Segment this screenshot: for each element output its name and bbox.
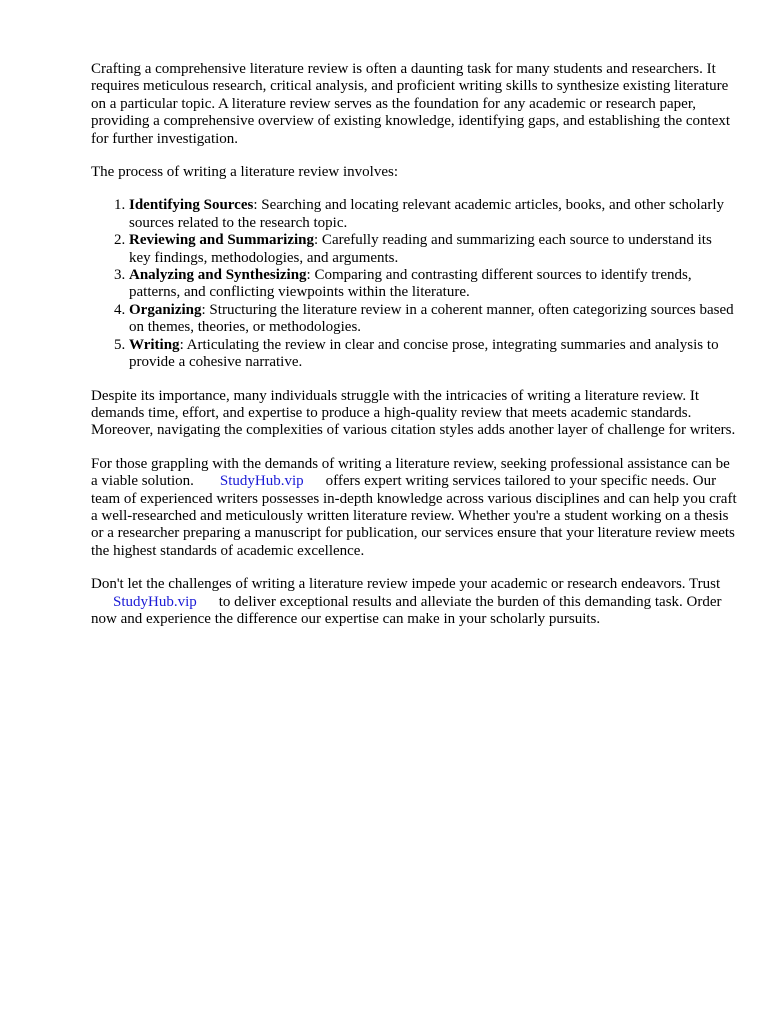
step-term: Organizing <box>129 301 202 318</box>
step-text: : Searching and locating relevant academic articles, books, and other scholarly sources related to the research topic. <box>129 197 724 231</box>
closing-text-after: to deliver exceptional results and alleviate the burden of this demanding task. Order now and experience the difference our expertise can make in your scholarly pursuits. <box>91 593 722 627</box>
assist-text-after: offers expert writing services tailored to your specific needs. Our team of experienced writers possesses in-depth knowledge across various disciplines and can help you craft a well-researched and meticulously written literature review. Whether you're a student working on a thesis or a researcher preparing a manuscript for publication, our services ensure that your literature review meets the highest standards of academic excellence. <box>91 473 737 559</box>
assist-text-before: For those grappling with the demands of writing a literature review, seeking professional assistance can be a viable solution. <box>91 455 730 490</box>
closing-paragraph <box>91 576 737 628</box>
step-text: : Structuring the literature review in a coherent manner, often categorizing sources based on themes, theories, or methodologies. <box>129 301 734 336</box>
step-term: Reviewing and Summarizing <box>129 232 315 249</box>
list-item <box>129 232 737 267</box>
step-term: Writing <box>129 336 180 353</box>
process-intro-paragraph: The process of writing a literature review involves: <box>91 164 398 181</box>
studyhub-link-2[interactable]: StudyHub.vip <box>113 593 197 610</box>
list-item <box>129 197 737 232</box>
step-text: : Articulating the review in clear and concise prose, integrating summaries and analysis to provide a cohesive narrative. <box>129 336 719 371</box>
list-item <box>129 337 737 372</box>
struggle-paragraph: Despite its importance, many individuals struggle with the intricacies of writing a literature review. It demands time, effort, and expertise to produce a high-quality review that meets academic standards. Moreover, navigating the complexities of various citation styles adds another layer of challenge for writers. <box>91 387 736 439</box>
assistance-paragraph <box>91 456 737 560</box>
studyhub-link[interactable]: StudyHub.vip <box>219 473 304 490</box>
list-item <box>129 267 737 302</box>
step-text: : Carefully reading and summarizing each source to understand its key findings, methodologies, and arguments. <box>129 232 712 266</box>
step-term: Identifying Sources <box>129 197 254 214</box>
intro-paragraph: Crafting a comprehensive literature review is often a daunting task for many students and researchers. It requires meticulous research, critical analysis, and proficient writing skills to synthesize existing literature on a particular topic. A literature review serves as the foundation for any academic or research paper, providing a comprehensive overview of existing knowledge, identifying gaps, and establishing the context for further investigation. <box>91 61 731 147</box>
closing-text-before: Don't let the challenges of writing a literature review impede your academic or research endeavors. Trust <box>91 576 721 593</box>
process-steps-list <box>91 197 737 371</box>
list-item <box>129 302 737 337</box>
document-page <box>91 61 737 644</box>
step-term: Analyzing and Synthesizing <box>129 267 307 284</box>
step-text: : Comparing and contrasting different sources to identify trends, patterns, and conflicting viewpoints within the literature. <box>129 267 692 301</box>
